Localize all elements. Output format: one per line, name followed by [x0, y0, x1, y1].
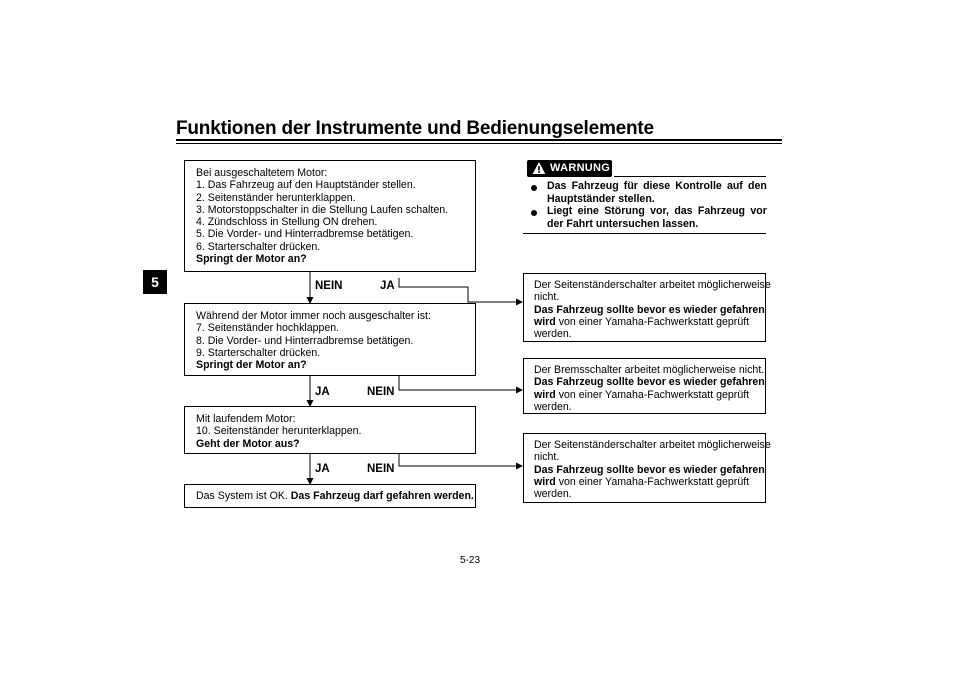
box3-line: 10. Seitenständer herunterklappen. — [196, 425, 362, 438]
warning-triangle-icon — [532, 161, 546, 175]
label-b3-nein: NEIN — [367, 463, 395, 475]
flow-box-1 — [184, 160, 476, 272]
box2-line: 7. Seitenständer hochklappen. — [196, 322, 340, 335]
result-box-1 — [523, 273, 771, 342]
box2-line: 8. Die Vorder- und Hinterradbremse betätigen. — [196, 334, 414, 347]
page-title: Funktionen der Instrumente und Bedienungselemente — [176, 118, 654, 139]
result-3-line-2: nicht. — [534, 451, 560, 464]
connector-b3-right — [399, 453, 522, 466]
warning-item-2-line-1: Liegt eine Störung vor, das Fahrzeug vor — [547, 205, 767, 217]
result-box-2 — [523, 358, 766, 414]
flow-box-2 — [184, 303, 476, 376]
result-1-line-4: werden. — [534, 328, 572, 341]
box1-line: 4. Zündschloss in Stellung ON drehen. — [196, 216, 378, 229]
box3-question: Geht der Motor aus? — [196, 437, 300, 450]
result-2-bold-line: Das Fahrzeug sollte bevor es wieder gefahren — [534, 376, 765, 389]
chapter-tab: 5 — [143, 270, 167, 294]
connector-b1-right — [399, 278, 522, 302]
result-1-line-2: nicht. — [534, 291, 560, 304]
label-b1-nein: NEIN — [315, 280, 343, 292]
result-3-bold-line: Das Fahrzeug sollte bevor es wieder gefahren — [534, 463, 765, 476]
result-2-line-3: wird von einer Yamaha-Fachwerkstatt geprüft — [534, 388, 750, 401]
box1-line: 3. Motorstoppschalter in die Stellung Laufen schalten. — [196, 203, 449, 216]
connector-b2-right — [399, 375, 522, 390]
result-box-3 — [523, 433, 771, 503]
box4-text: Das System ist OK. Das Fahrzeug darf gefahren werden. — [196, 490, 474, 502]
result-1-bold-line: Das Fahrzeug sollte bevor es wieder gefahren — [534, 303, 765, 316]
box1-line: Bei ausgeschaltetem Motor: — [196, 167, 328, 179]
result-2-line-1: Der Bremsschalter arbeitet möglicherweise nicht. — [534, 364, 765, 376]
label-b2-ja: JA — [315, 386, 330, 398]
flow-box-3 — [184, 406, 476, 454]
warning-item-1-line-1: Das Fahrzeug für diese Kontrolle auf den — [547, 180, 767, 192]
result-3-line-3: wird von einer Yamaha-Fachwerkstatt geprüft — [534, 475, 750, 488]
flow-box-4 — [184, 484, 476, 508]
warning-item-1-line-2: Hauptständer stellen. — [547, 193, 655, 205]
label-b1-ja: JA — [380, 280, 395, 292]
box2-line: Während der Motor immer noch ausgeschalter ist: — [196, 310, 431, 322]
result-3-line-4: werden. — [534, 488, 572, 501]
warning-badge — [527, 160, 612, 177]
box1-line: 1. Das Fahrzeug auf den Hauptständer stellen. — [196, 179, 416, 192]
label-b3-ja: JA — [315, 463, 330, 475]
warning-label: WARNUNG — [550, 162, 611, 174]
box2-line: 9. Starterschalter drücken. — [196, 346, 321, 359]
warning-rule-top — [614, 176, 766, 177]
result-2-line-4: werden. — [534, 400, 572, 413]
box2-question: Springt der Motor an? — [196, 359, 307, 372]
warning-rule-bottom — [523, 233, 766, 234]
warning-item-2-line-2: der Fahrt untersuchen lassen. — [547, 218, 699, 230]
result-1-line-1: Der Seitenständerschalter arbeitet möglicherweise — [534, 279, 771, 291]
bullet-icon — [531, 210, 537, 216]
box1-question: Springt der Motor an? — [196, 253, 307, 266]
result-3-line-1: Der Seitenständerschalter arbeitet möglicherweise — [534, 439, 771, 451]
box1-line: 2. Seitenständer herunterklappen. — [196, 191, 356, 204]
box1-line: 6. Starterschalter drücken. — [196, 240, 321, 253]
box1-line: 5. Die Vorder- und Hinterradbremse betätigen. — [196, 228, 414, 241]
bullet-icon — [531, 185, 537, 191]
result-1-line-3: wird von einer Yamaha-Fachwerkstatt geprüft — [534, 315, 750, 328]
box3-line: Mit laufendem Motor: — [196, 413, 296, 425]
label-b2-nein: NEIN — [367, 386, 395, 398]
page-number: 5-23 — [460, 555, 481, 566]
